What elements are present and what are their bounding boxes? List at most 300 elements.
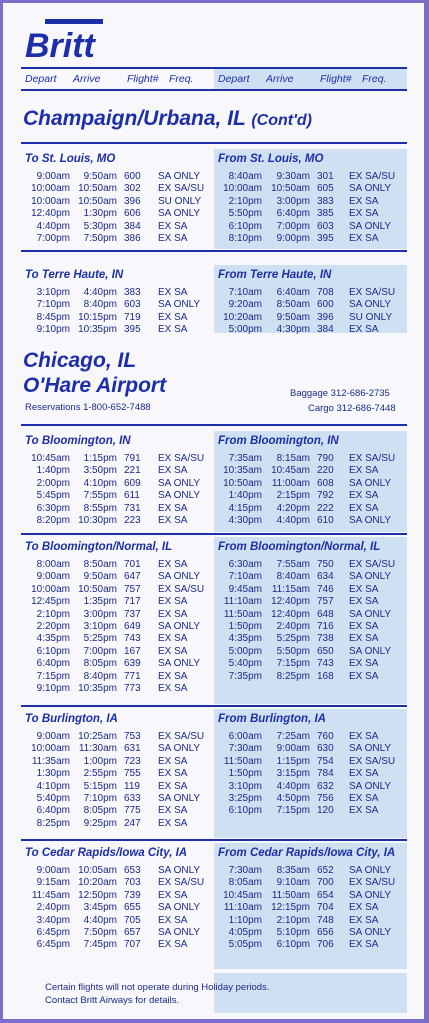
flight-row	[214, 743, 407, 755]
arrive-time: 7:00pm	[83, 645, 117, 657]
flight-number: 704	[317, 902, 334, 914]
flight-number: 610	[317, 515, 334, 526]
depart-time: 10:00am	[31, 743, 70, 755]
flight-row	[21, 596, 214, 608]
route-block	[21, 431, 407, 532]
inbound-panel	[214, 537, 407, 704]
header-freq: Freq.	[169, 73, 194, 85]
flight-number: 383	[317, 195, 334, 207]
arrive-time: 7:25am	[276, 731, 310, 742]
flight-number: 790	[317, 453, 334, 464]
flight-number: 223	[124, 515, 141, 526]
route-rule	[21, 533, 407, 535]
arrive-time: 9:10am	[276, 877, 310, 889]
arrive-time: 5:30pm	[83, 220, 117, 232]
flight-number: 656	[317, 927, 334, 938]
flight-row	[21, 299, 214, 311]
arrive-time: 10:30pm	[78, 515, 117, 526]
flight-row	[214, 768, 407, 780]
frequency: SA ONLY	[158, 902, 201, 914]
frequency: EX SA	[349, 208, 379, 220]
flight-row	[21, 221, 214, 233]
header-depart: Depart	[218, 73, 250, 85]
arrive-time: 8:05pm	[83, 658, 117, 670]
depart-time: 3:10pm	[228, 780, 262, 792]
inbound-route-title: From Terre Haute, IN	[218, 269, 332, 281]
flight-number: 700	[317, 877, 334, 889]
arrive-time: 8:35am	[276, 865, 310, 876]
flight-number: 120	[317, 805, 334, 817]
arrive-time: 5:25pm	[83, 633, 117, 645]
flight-number: 639	[124, 658, 141, 670]
flight-number: 611	[124, 490, 140, 502]
arrive-time: 3:50pm	[83, 465, 117, 477]
arrive-time: 3:00pm	[83, 608, 117, 620]
frequency: SA ONLY	[349, 780, 392, 792]
arrive-time: 9:50am	[276, 311, 310, 323]
arrive-time: 11:15am	[271, 583, 310, 595]
depart-time: 4:40pm	[36, 220, 70, 232]
flight-row	[214, 196, 407, 208]
depart-time: 5:00pm	[228, 324, 262, 336]
flight-number: 750	[317, 559, 334, 570]
arrive-time: 10:35pm	[78, 324, 117, 336]
frequency: SA ONLY	[158, 743, 201, 755]
arrive-time: 4:40pm	[276, 515, 310, 526]
depart-time: 7:35pm	[228, 670, 262, 682]
flight-row	[214, 756, 407, 768]
depart-time: 8:40am	[228, 171, 262, 182]
arrive-time: 3:00pm	[276, 195, 310, 207]
arrive-time: 10:45am	[271, 465, 310, 477]
frequency: SU ONLY	[349, 311, 393, 323]
flight-number: 247	[124, 817, 141, 829]
frequency: EX SA	[158, 670, 188, 682]
flight-number: 739	[124, 889, 141, 901]
header-arrive: Arrive	[73, 73, 101, 85]
inbound-route-title: From Bloomington, IN	[218, 435, 339, 447]
flight-row	[21, 877, 214, 889]
arrive-time: 4:40pm	[83, 914, 117, 926]
flight-row	[214, 571, 407, 583]
depart-time: 5:50pm	[228, 208, 262, 220]
frequency: EX SA	[349, 805, 379, 817]
frequency: EX SA	[158, 515, 188, 526]
flight-row	[214, 865, 407, 877]
flight-row	[21, 312, 214, 324]
frequency: SA ONLY	[158, 927, 201, 938]
arrive-time: 10:25am	[78, 731, 117, 742]
depart-time: 11:50am	[223, 755, 262, 767]
depart-time: 4:05pm	[228, 927, 262, 938]
frequency: EX SA	[349, 233, 379, 244]
depart-time: 1:30pm	[36, 768, 70, 780]
frequency: EX SA/SU	[158, 183, 205, 195]
frequency: EX SA/SU	[349, 755, 396, 767]
arrive-time: 9:00am	[276, 743, 310, 755]
arrive-time: 1:35pm	[83, 596, 117, 608]
depart-time: 9:00am	[36, 865, 70, 876]
arrive-time: 11:30am	[78, 743, 117, 755]
arrive-time: 5:50pm	[276, 645, 310, 657]
frequency: SA ONLY	[349, 571, 392, 583]
depart-time: 4:10pm	[36, 780, 70, 792]
inbound-route-title: From Burlington, IA	[218, 713, 326, 725]
route-block	[21, 265, 407, 336]
flight-row	[21, 818, 214, 830]
arrive-time: 5:10pm	[276, 927, 310, 938]
flight-row	[21, 465, 214, 477]
depart-time: 1:40pm	[36, 465, 70, 477]
logo-wordmark: Britt	[25, 27, 95, 63]
depart-time: 9:10pm	[36, 683, 70, 694]
flight-row	[21, 621, 214, 633]
flight-number: 773	[124, 683, 141, 694]
frequency: EX SA	[349, 902, 379, 914]
frequency: EX SA/SU	[158, 583, 205, 595]
arrive-time: 10:50am	[78, 195, 117, 207]
flight-number: 723	[124, 755, 141, 767]
arrive-time: 7:55am	[276, 559, 310, 570]
depart-time: 4:35pm	[228, 633, 262, 645]
arrive-time: 9:25pm	[83, 817, 117, 829]
frequency: EX SA	[349, 502, 379, 514]
arrive-time: 1:15pm	[83, 453, 117, 464]
flight-row	[214, 596, 407, 608]
flight-row	[21, 490, 214, 502]
flight-row	[21, 571, 214, 583]
frequency: EX SA/SU	[158, 877, 205, 889]
depart-time: 8:25pm	[36, 817, 70, 829]
flight-row	[21, 453, 214, 465]
depart-time: 1:10pm	[228, 914, 262, 926]
frequency: EX SA/SU	[349, 171, 396, 182]
frequency: EX SA	[158, 817, 188, 829]
flight-number: 653	[124, 865, 141, 876]
inbound-panel	[214, 431, 407, 532]
depart-time: 7:10am	[228, 571, 262, 583]
flight-number: 738	[317, 633, 334, 645]
flight-row	[21, 915, 214, 927]
flight-number: 603	[124, 299, 141, 311]
frequency: SA ONLY	[349, 645, 392, 657]
flight-row	[214, 453, 407, 465]
flight-row	[214, 621, 407, 633]
flight-row	[21, 287, 214, 299]
arrive-time: 8:40pm	[83, 299, 117, 311]
arrive-time: 3:15pm	[276, 768, 310, 780]
frequency: EX SA	[349, 465, 379, 477]
flight-number: 386	[124, 233, 141, 244]
arrive-time: 10:35pm	[78, 683, 117, 694]
flight-row	[21, 781, 214, 793]
frequency: SU ONLY	[158, 195, 202, 207]
flight-row	[21, 503, 214, 515]
arrive-time: 2:15pm	[276, 490, 310, 502]
flight-number: 383	[124, 287, 141, 298]
flight-row	[21, 731, 214, 743]
arrive-time: 7:45pm	[83, 939, 117, 951]
arrive-time: 10:50am	[78, 183, 117, 195]
flight-row	[214, 503, 407, 515]
flight-number: 705	[124, 914, 141, 926]
depart-time: 7:00pm	[36, 233, 70, 244]
flight-number: 754	[317, 755, 334, 767]
arrive-time: 6:40am	[276, 287, 310, 298]
depart-time: 7:30am	[228, 865, 262, 876]
flight-row	[214, 584, 407, 596]
frequency: EX SA	[158, 780, 188, 792]
section-rule	[21, 424, 407, 426]
frequency: EX SA	[349, 768, 379, 780]
arrive-time: 11:50am	[271, 889, 310, 901]
arrive-time: 2:55pm	[83, 768, 117, 780]
flight-row	[214, 324, 407, 336]
depart-time: 2:40pm	[36, 902, 70, 914]
depart-time: 4:30pm	[228, 515, 262, 526]
frequency: SA ONLY	[349, 477, 392, 489]
frequency: EX SA	[349, 195, 379, 207]
flight-number: 717	[124, 596, 141, 608]
flight-row	[21, 671, 214, 683]
flight-number: 731	[124, 502, 141, 514]
frequency: SA ONLY	[349, 927, 392, 938]
depart-time: 11:35am	[31, 755, 70, 767]
flight-number: 657	[124, 927, 141, 938]
flight-row	[21, 208, 214, 220]
frequency: EX SA	[158, 596, 188, 608]
flight-row	[21, 683, 214, 695]
depart-time: 3:40pm	[36, 914, 70, 926]
frequency: SA ONLY	[349, 889, 392, 901]
frequency: EX SA	[349, 596, 379, 608]
flight-row	[21, 902, 214, 914]
flight-number: 784	[317, 768, 334, 780]
frequency: EX SA	[158, 311, 188, 323]
depart-time: 6:10pm	[228, 805, 262, 817]
arrive-time: 6:10pm	[276, 939, 310, 951]
frequency: EX SA/SU	[158, 731, 205, 742]
depart-time: 10:20am	[223, 311, 262, 323]
depart-time: 10:00am	[31, 195, 70, 207]
timetable-page	[3, 3, 424, 1019]
flight-number: 634	[317, 571, 334, 583]
frequency: EX SA	[158, 633, 188, 645]
depart-time: 1:50pm	[228, 768, 262, 780]
arrive-time: 12:40pm	[271, 596, 310, 608]
arrive-time: 9:00pm	[276, 233, 310, 244]
depart-time: 6:45pm	[36, 939, 70, 951]
depart-time: 5:00pm	[228, 645, 262, 657]
flight-number: 649	[124, 621, 141, 632]
route-rule	[21, 250, 407, 252]
flight-number: 757	[317, 596, 334, 608]
arrive-time: 4:50pm	[276, 793, 310, 804]
flight-row	[214, 877, 407, 889]
depart-time: 5:40pm	[228, 658, 262, 670]
arrive-time: 8:40am	[276, 571, 310, 583]
header-flight: Flight#	[127, 73, 159, 85]
route-rule	[21, 705, 407, 707]
depart-time: 9:15am	[36, 877, 70, 889]
depart-time: 8:45pm	[36, 311, 70, 323]
flight-row	[21, 478, 214, 490]
arrive-time: 1:30pm	[83, 208, 117, 220]
flight-row	[21, 609, 214, 621]
inbound-route-title: From Bloomington/Normal, IL	[218, 541, 381, 553]
inbound-panel	[214, 149, 407, 249]
frequency: EX SA	[158, 645, 188, 657]
frequency: EX SA	[349, 621, 379, 632]
flight-row	[21, 233, 214, 245]
depart-time: 11:50am	[223, 608, 262, 620]
flight-row	[21, 890, 214, 902]
depart-time: 12:45pm	[31, 596, 70, 608]
depart-time: 10:00am	[223, 183, 262, 195]
frequency: EX SA	[349, 914, 379, 926]
flight-number: 792	[317, 490, 334, 502]
depart-time: 3:25pm	[228, 793, 262, 804]
depart-time: 9:20am	[228, 299, 262, 311]
flight-number: 168	[317, 670, 334, 682]
arrive-time: 2:10pm	[276, 914, 310, 926]
flight-row	[214, 731, 407, 743]
arrive-time: 12:15pm	[271, 902, 310, 914]
frequency: SA ONLY	[158, 865, 201, 876]
flight-number: 609	[124, 477, 141, 489]
frequency: EX SA	[349, 658, 379, 670]
depart-time: 9:45am	[228, 583, 262, 595]
cargo-phone: Cargo 312-686-7448	[308, 403, 396, 414]
frequency: SA ONLY	[349, 865, 392, 876]
flight-number: 757	[124, 583, 141, 595]
frequency: EX SA	[158, 889, 188, 901]
flight-number: 755	[124, 768, 141, 780]
frequency: SA ONLY	[158, 793, 201, 804]
flight-row	[21, 515, 214, 527]
flight-number: 652	[317, 865, 334, 876]
arrive-time: 4:30pm	[276, 324, 310, 336]
flight-number: 396	[124, 195, 141, 207]
frequency: EX SA	[158, 287, 188, 298]
outbound-panel	[21, 537, 214, 704]
footer-panel-right	[214, 973, 407, 1013]
flight-row	[214, 609, 407, 621]
flight-row	[214, 171, 407, 183]
arrive-time: 10:15pm	[78, 311, 117, 323]
flight-number: 385	[317, 208, 334, 220]
frequency: SA ONLY	[349, 183, 392, 195]
flight-row	[214, 890, 407, 902]
flight-row	[214, 465, 407, 477]
flight-number: 737	[124, 608, 141, 620]
depart-time: 2:00pm	[36, 477, 70, 489]
arrive-time: 8:25pm	[276, 670, 310, 682]
depart-time: 5:05pm	[228, 939, 262, 951]
depart-time: 2:10pm	[228, 195, 262, 207]
flight-row	[214, 939, 407, 951]
flight-row	[21, 559, 214, 571]
arrive-time: 3:10pm	[83, 621, 117, 632]
arrive-time: 1:15pm	[276, 755, 310, 767]
depart-time: 10:35am	[223, 465, 262, 477]
flight-number: 706	[317, 939, 334, 951]
arrive-time: 1:00pm	[83, 755, 117, 767]
column-header-row	[21, 67, 407, 91]
frequency: EX SA	[158, 914, 188, 926]
arrive-time: 9:50am	[83, 571, 117, 583]
outbound-route-title: To Bloomington, IN	[25, 435, 131, 447]
flight-row	[214, 490, 407, 502]
flight-row	[21, 584, 214, 596]
frequency: EX SA	[158, 768, 188, 780]
outbound-route-title: To Bloomington/Normal, IL	[25, 541, 173, 553]
depart-time: 6:45pm	[36, 927, 70, 938]
inbound-route-title: From St. Louis, MO	[218, 153, 324, 165]
britt-logo	[23, 17, 109, 63]
arrive-time: 4:40pm	[276, 780, 310, 792]
outbound-panel	[21, 149, 214, 249]
frequency: EX SA/SU	[349, 453, 396, 464]
frequency: SA ONLY	[158, 299, 201, 311]
flight-number: 222	[317, 502, 334, 514]
flight-row	[21, 196, 214, 208]
flight-number: 743	[124, 633, 141, 645]
flight-row	[214, 233, 407, 245]
flight-number: 630	[317, 743, 334, 755]
flight-number: 719	[124, 311, 141, 323]
depart-time: 1:50pm	[228, 621, 262, 632]
baggage-phone: Baggage 312-686-2735	[290, 388, 390, 399]
frequency: SA ONLY	[158, 621, 201, 632]
depart-time: 9:00am	[36, 731, 70, 742]
flight-number: 384	[124, 220, 141, 232]
flight-number: 746	[317, 583, 334, 595]
flight-row	[21, 927, 214, 939]
outbound-route-title: To Terre Haute, IN	[25, 269, 124, 281]
frequency: EX SA	[349, 633, 379, 645]
arrive-time: 8:50am	[83, 559, 117, 570]
outbound-panel	[21, 265, 214, 336]
arrive-time: 7:50pm	[83, 233, 117, 244]
arrive-time: 2:40pm	[276, 621, 310, 632]
frequency: EX SA	[158, 755, 188, 767]
frequency: EX SA/SU	[158, 453, 205, 464]
frequency: EX SA	[158, 324, 188, 336]
arrive-time: 12:50pm	[78, 889, 117, 901]
frequency: SA ONLY	[349, 608, 392, 620]
flight-number: 167	[124, 645, 141, 657]
flight-number: 301	[317, 171, 334, 182]
arrive-time: 3:45pm	[83, 902, 117, 914]
depart-time: 11:10am	[223, 902, 262, 914]
depart-time: 10:45am	[223, 889, 262, 901]
arrive-time: 8:40pm	[83, 670, 117, 682]
outbound-route-title: To Cedar Rapids/Iowa City, IA	[25, 847, 188, 859]
flight-number: 221	[124, 465, 141, 477]
frequency: SA ONLY	[158, 571, 201, 583]
frequency: EX SA/SU	[349, 559, 396, 570]
flight-row	[214, 927, 407, 939]
depart-time: 8:00am	[36, 559, 70, 570]
flight-number: 655	[124, 902, 141, 914]
flight-row	[214, 287, 407, 299]
arrive-time: 9:50am	[83, 171, 117, 182]
frequency: EX SA	[158, 805, 188, 817]
flight-number: 384	[317, 324, 334, 336]
flight-number: 716	[317, 621, 334, 632]
flight-row	[214, 793, 407, 805]
